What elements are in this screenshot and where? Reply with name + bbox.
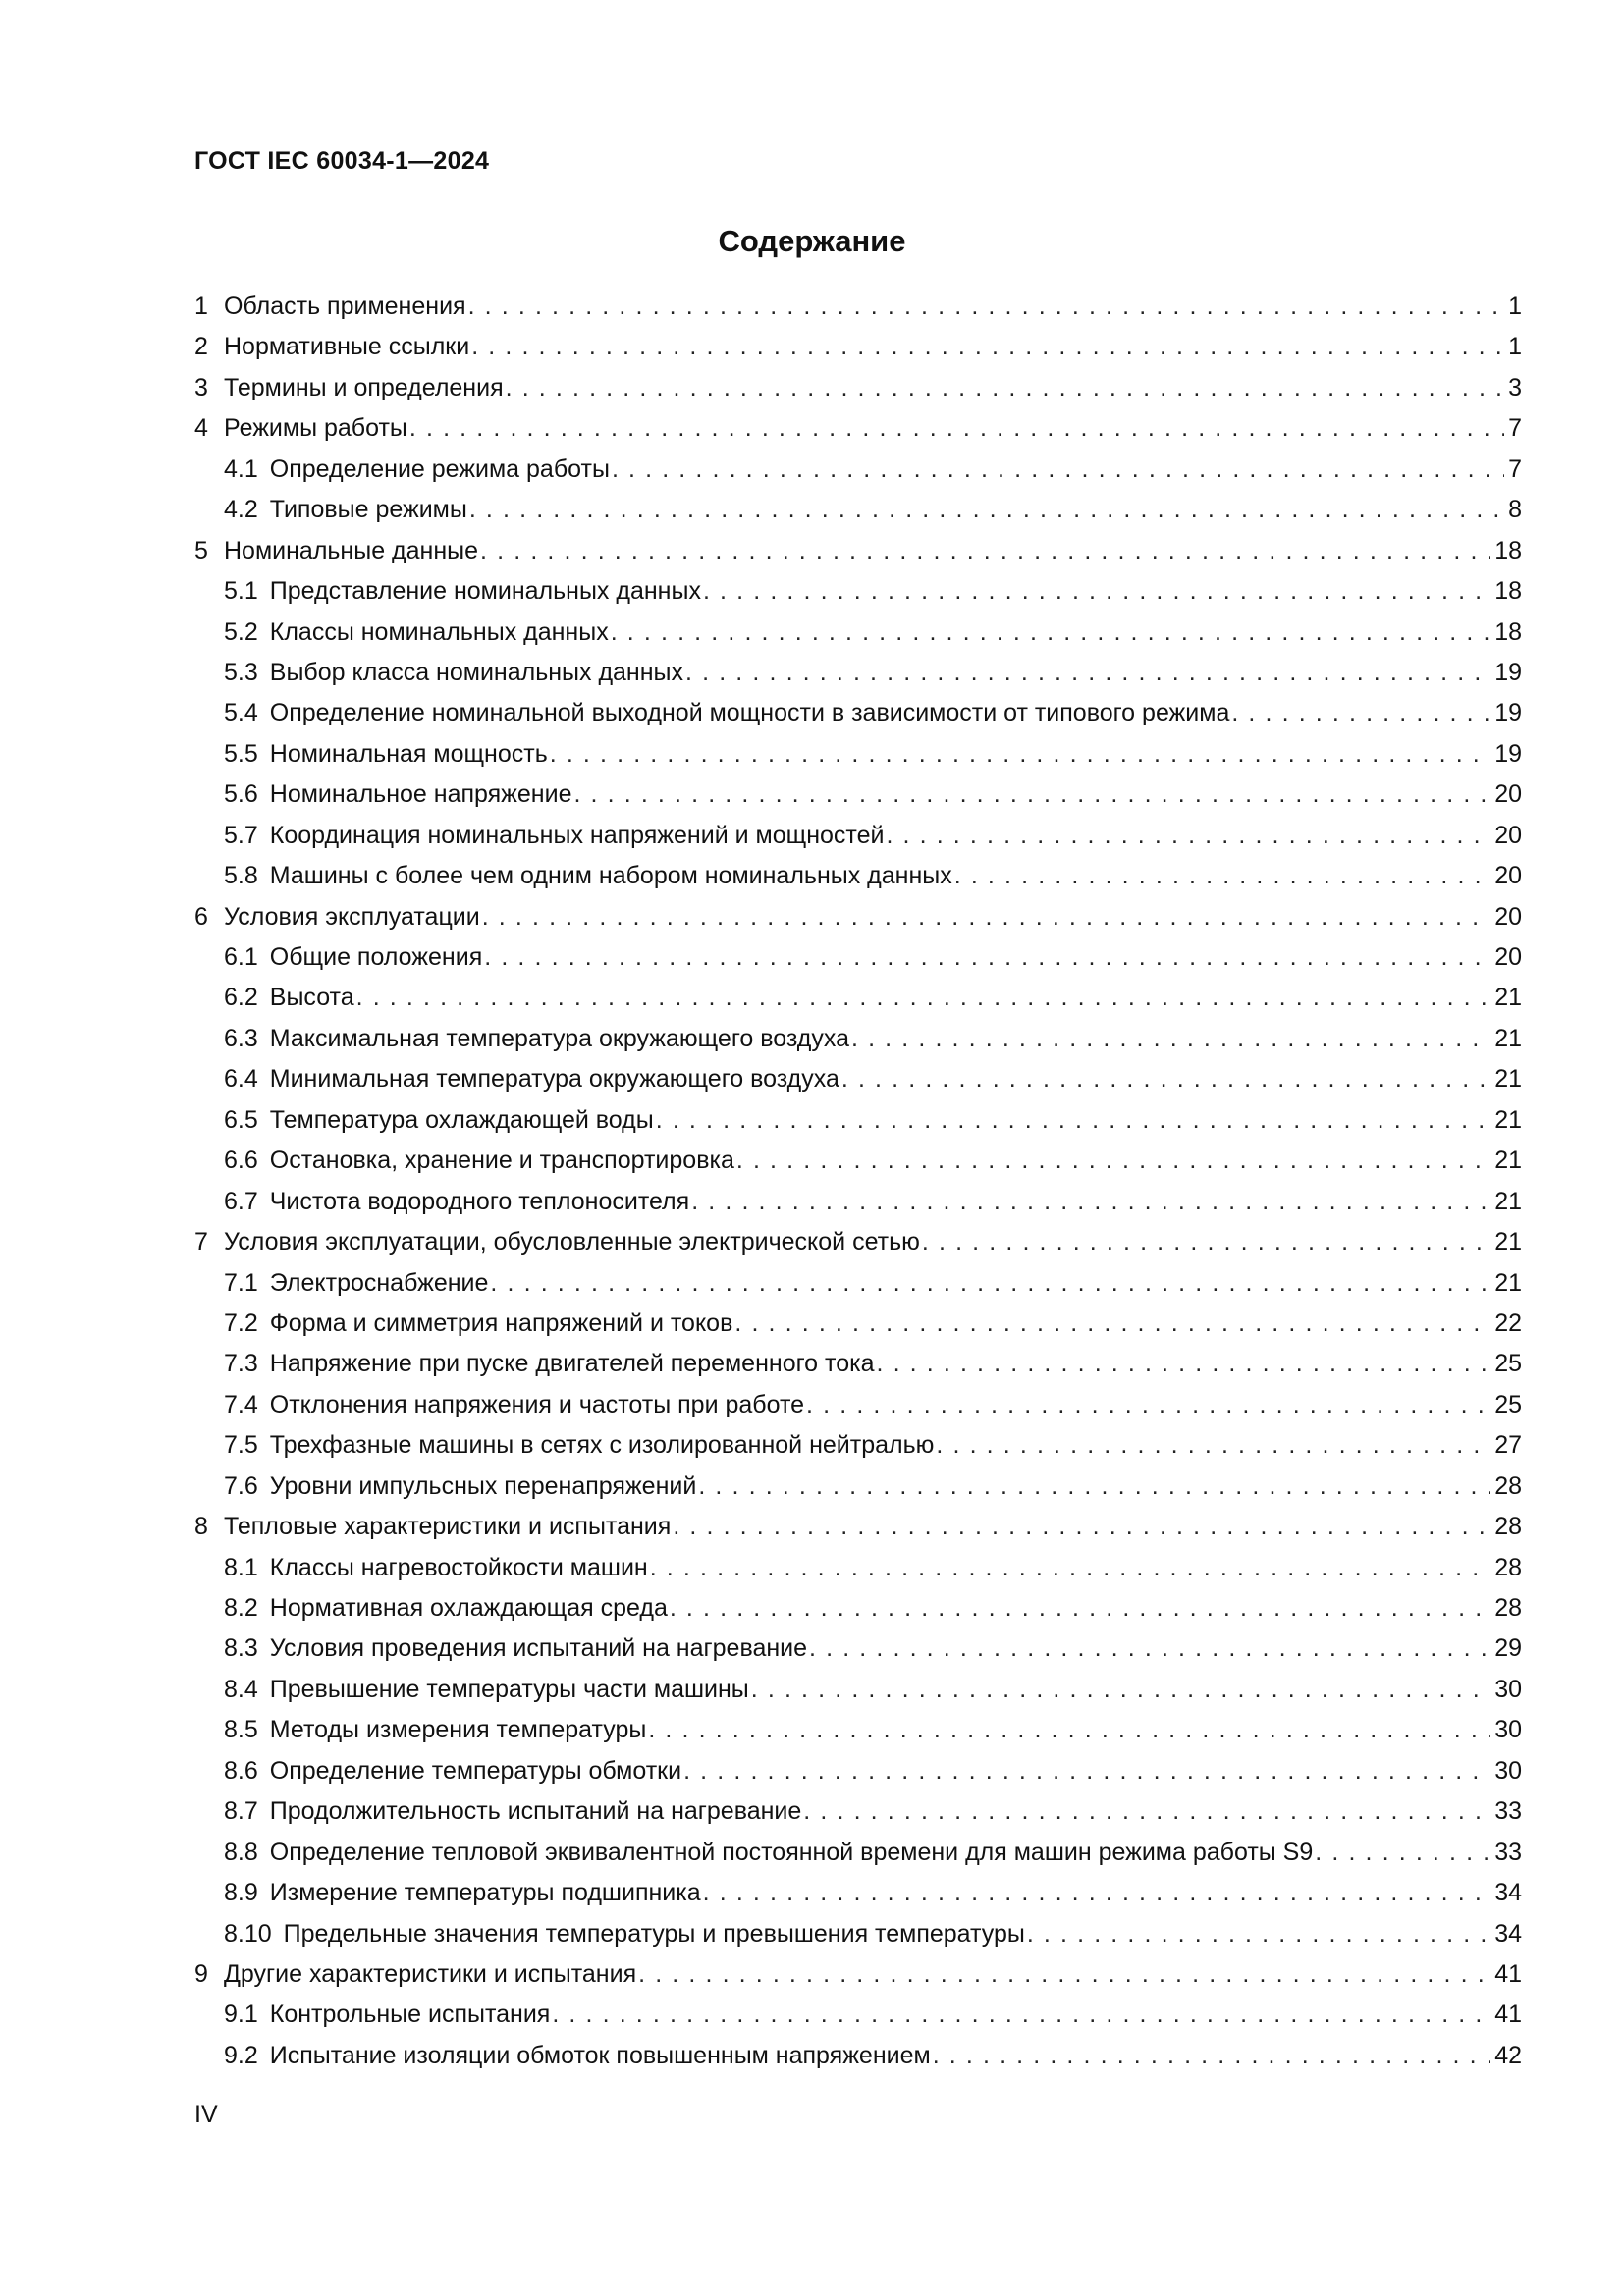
toc-entry bbox=[194, 937, 1522, 978]
toc-entry-title: Форма и симметрия напряжений и токов bbox=[269, 1308, 733, 1337]
toc-dot-leader bbox=[751, 1670, 1490, 1710]
toc-entry-title: Определение тепловой эквивалентной постоянной времени для машин режима работы S9 bbox=[269, 1838, 1314, 1866]
toc-entry-title: Уровни импульсных перенапряжений bbox=[269, 1471, 697, 1500]
toc-entry bbox=[194, 897, 1522, 937]
toc-entry-title: Минимальная температура окружающего воздуха bbox=[269, 1065, 839, 1094]
toc-entry-title: Другие характеристики и испытания bbox=[224, 1959, 637, 1988]
toc-entry-number: 8.1 bbox=[224, 1553, 258, 1581]
toc-entry bbox=[194, 1304, 1522, 1344]
toc-entry-number: 8.6 bbox=[224, 1756, 258, 1785]
toc-entry-title: Превышение температуры части машины bbox=[269, 1675, 749, 1703]
toc-entry bbox=[194, 450, 1522, 490]
toc-entry-page: 18 bbox=[1494, 577, 1522, 606]
toc-entry-title: Электроснабжение bbox=[269, 1268, 489, 1297]
toc-dot-leader bbox=[648, 1710, 1490, 1750]
toc-entry bbox=[194, 1222, 1522, 1262]
toc-entry-page: 3 bbox=[1508, 373, 1522, 401]
toc-entry-number: 8.9 bbox=[224, 1879, 258, 1907]
toc-entry-title: Условия эксплуатации, обусловленные электрической сетью bbox=[224, 1228, 920, 1256]
toc-entry-page: 19 bbox=[1494, 699, 1522, 727]
toc-entry bbox=[194, 1344, 1522, 1384]
toc-entry bbox=[194, 1914, 1522, 1954]
toc-dot-leader bbox=[933, 2036, 1490, 2076]
toc-entry-page: 21 bbox=[1494, 984, 1522, 1012]
toc-entry-page: 20 bbox=[1494, 943, 1522, 971]
toc-entry-number: 5.8 bbox=[224, 862, 258, 890]
toc-entry-page: 21 bbox=[1494, 1268, 1522, 1297]
toc-entry bbox=[194, 1141, 1522, 1181]
toc-entry-number: 5.3 bbox=[224, 658, 258, 686]
toc-entry bbox=[194, 734, 1522, 774]
toc-entry-number: 7 bbox=[194, 1228, 208, 1256]
toc-entry-title: Продолжительность испытаний на нагревание bbox=[269, 1797, 802, 1826]
toc-dot-leader bbox=[683, 1751, 1490, 1791]
toc-dot-leader bbox=[550, 734, 1490, 774]
toc-entry-page: 21 bbox=[1494, 1024, 1522, 1052]
toc-dot-leader bbox=[1315, 1833, 1490, 1873]
toc-entry bbox=[194, 1182, 1522, 1222]
toc-entry bbox=[194, 856, 1522, 896]
toc-dot-leader bbox=[611, 613, 1490, 653]
toc-title: Содержание bbox=[718, 224, 906, 258]
toc-list bbox=[194, 287, 1522, 2076]
toc-entry bbox=[194, 1873, 1522, 1913]
toc-entry-number: 9 bbox=[194, 1959, 208, 1988]
toc-entry bbox=[194, 978, 1522, 1018]
toc-dot-leader bbox=[482, 897, 1490, 937]
toc-dot-leader bbox=[356, 978, 1491, 1018]
toc-entry-title: Общие положения bbox=[269, 943, 483, 971]
toc-entry-number: 5.6 bbox=[224, 780, 258, 809]
toc-entry bbox=[194, 1263, 1522, 1304]
toc-entry-title: Определение номинальной выходной мощности в зависимости от типового режима bbox=[269, 699, 1230, 727]
toc-entry bbox=[194, 490, 1522, 530]
toc-entry-number: 8.5 bbox=[224, 1716, 258, 1744]
toc-entry bbox=[194, 693, 1522, 733]
toc-dot-leader bbox=[1231, 693, 1490, 733]
toc-entry-title: Область применения bbox=[224, 293, 466, 320]
toc-entry-page: 22 bbox=[1494, 1308, 1522, 1337]
toc-dot-leader bbox=[656, 1100, 1490, 1141]
toc-dot-leader bbox=[809, 1629, 1490, 1669]
toc-dot-leader bbox=[936, 1425, 1490, 1466]
toc-entry-number: 8.2 bbox=[224, 1594, 258, 1622]
toc-entry-page: 29 bbox=[1494, 1634, 1522, 1663]
toc-entry-title: Условия проведения испытаний на нагревание bbox=[269, 1634, 808, 1663]
toc-entry-title: Испытание изоляции обмоток повышенным напряжением bbox=[269, 2041, 931, 2069]
toc-entry-number: 8.3 bbox=[224, 1634, 258, 1663]
toc-dot-leader bbox=[673, 1507, 1490, 1547]
toc-entry-title: Остановка, хранение и транспортировка bbox=[269, 1147, 734, 1175]
toc-entry-page: 1 bbox=[1508, 293, 1522, 320]
toc-entry-title: Максимальная температура окружающего воздуха bbox=[269, 1024, 849, 1052]
toc-dot-leader bbox=[954, 856, 1490, 896]
toc-entry bbox=[194, 774, 1522, 815]
toc-entry-number: 1 bbox=[194, 293, 208, 320]
toc-entry bbox=[194, 1385, 1522, 1425]
toc-entry bbox=[194, 1954, 1522, 1995]
toc-entry-number: 3 bbox=[194, 373, 208, 401]
toc-entry-number: 4.2 bbox=[224, 496, 258, 524]
toc-entry bbox=[194, 1629, 1522, 1669]
toc-entry-title: Контрольные испытания bbox=[269, 2001, 551, 2029]
toc-entry-title: Предельные значения температуры и превышения температуры bbox=[283, 1919, 1025, 1948]
toc-entry-page: 21 bbox=[1494, 1065, 1522, 1094]
toc-entry-page: 18 bbox=[1494, 536, 1522, 564]
toc-entry-page: 19 bbox=[1494, 739, 1522, 768]
toc-entry-page: 34 bbox=[1494, 1919, 1522, 1948]
toc-dot-leader bbox=[484, 937, 1490, 978]
toc-dot-leader bbox=[480, 531, 1490, 571]
toc-entry-number: 6.3 bbox=[224, 1024, 258, 1052]
toc-dot-leader bbox=[691, 1182, 1490, 1222]
toc-dot-leader bbox=[409, 408, 1504, 449]
toc-entry-number: 8.7 bbox=[224, 1797, 258, 1826]
toc-entry-number: 8.8 bbox=[224, 1838, 258, 1866]
toc-entry-number: 5.5 bbox=[224, 739, 258, 768]
toc-entry-page: 21 bbox=[1494, 1105, 1522, 1134]
toc-entry-page: 21 bbox=[1494, 1228, 1522, 1256]
toc-entry-number: 8.10 bbox=[224, 1919, 272, 1948]
toc-entry-title: Измерение температуры подшипника bbox=[269, 1879, 701, 1907]
toc-entry-title: Трехфазные машины в сетях с изолированной нейтралью bbox=[269, 1431, 935, 1460]
toc-entry-page: 27 bbox=[1494, 1431, 1522, 1460]
toc-entry bbox=[194, 368, 1522, 408]
toc-dot-leader bbox=[685, 653, 1490, 693]
toc-dot-leader bbox=[468, 287, 1505, 327]
toc-entry-title: Определение режима работы bbox=[269, 454, 610, 483]
toc-entry-page: 28 bbox=[1494, 1553, 1522, 1581]
toc-entry bbox=[194, 1995, 1522, 2035]
toc-entry bbox=[194, 287, 1522, 327]
toc-entry-title: Типовые режимы bbox=[269, 496, 467, 524]
toc-entry-number: 8 bbox=[194, 1513, 208, 1541]
toc-dot-leader bbox=[698, 1467, 1490, 1507]
toc-entry-page: 20 bbox=[1494, 821, 1522, 849]
toc-dot-leader bbox=[922, 1222, 1490, 1262]
toc-entry bbox=[194, 571, 1522, 612]
toc-dot-leader bbox=[469, 490, 1504, 530]
toc-entry-page: 25 bbox=[1494, 1350, 1522, 1378]
toc-entry-page: 30 bbox=[1494, 1756, 1522, 1785]
toc-dot-leader bbox=[803, 1791, 1490, 1832]
toc-entry-page: 20 bbox=[1494, 902, 1522, 931]
toc-entry-page: 19 bbox=[1494, 658, 1522, 686]
toc-entry-title: Методы измерения температуры bbox=[269, 1716, 647, 1744]
toc-entry-title: Классы нагревостойкости машин bbox=[269, 1553, 648, 1581]
toc-entry bbox=[194, 1710, 1522, 1750]
toc-entry-number: 5.4 bbox=[224, 699, 258, 727]
toc-entry-page: 1 bbox=[1508, 333, 1522, 361]
toc-entry-title: Машины с более чем одним набором номинальных данных bbox=[269, 862, 952, 890]
toc-entry-number: 7.6 bbox=[224, 1471, 258, 1500]
toc-entry bbox=[194, 1791, 1522, 1832]
toc-entry-title: Нормативные ссылки bbox=[224, 333, 470, 361]
toc-dot-leader bbox=[841, 1059, 1490, 1099]
toc-dot-leader bbox=[734, 1304, 1490, 1344]
toc-entry bbox=[194, 2036, 1522, 2076]
toc-entry bbox=[194, 1507, 1522, 1547]
toc-entry-number: 2 bbox=[194, 333, 208, 361]
toc-dot-leader bbox=[703, 571, 1490, 612]
toc-entry bbox=[194, 1548, 1522, 1588]
toc-entry bbox=[194, 1467, 1522, 1507]
toc-entry bbox=[194, 1751, 1522, 1791]
toc-entry-number: 6.6 bbox=[224, 1147, 258, 1175]
toc-entry-title: Напряжение при пуске двигателей переменного тока bbox=[269, 1350, 875, 1378]
toc-entry bbox=[194, 1019, 1522, 1059]
toc-entry-page: 33 bbox=[1494, 1838, 1522, 1866]
toc-dot-leader bbox=[573, 774, 1490, 815]
toc-entry bbox=[194, 408, 1522, 449]
toc-entry-title: Классы номинальных данных bbox=[269, 617, 609, 646]
toc-entry-page: 7 bbox=[1508, 454, 1522, 483]
toc-entry-number: 6 bbox=[194, 902, 208, 931]
toc-entry-title: Определение температуры обмотки bbox=[269, 1756, 682, 1785]
toc-entry-number: 9.1 bbox=[224, 2001, 258, 2029]
toc-entry-title: Координация номинальных напряжений и мощностей bbox=[269, 821, 885, 849]
toc-entry-number: 8.4 bbox=[224, 1675, 258, 1703]
toc-entry-page: 8 bbox=[1508, 496, 1522, 524]
toc-entry-title: Выбор класса номинальных данных bbox=[269, 658, 684, 686]
toc-entry-page: 20 bbox=[1494, 780, 1522, 809]
toc-entry-number: 6.2 bbox=[224, 984, 258, 1012]
toc-dot-leader bbox=[877, 1344, 1491, 1384]
document-header: ГОСТ IEC 60034-1—2024 bbox=[194, 147, 490, 175]
toc-entry-page: 30 bbox=[1494, 1716, 1522, 1744]
toc-entry-title: Номинальные данные bbox=[224, 536, 479, 564]
toc-entry-title: Условия эксплуатации bbox=[224, 902, 480, 931]
toc-entry-title: Тепловые характеристики и испытания bbox=[224, 1513, 672, 1541]
toc-dot-leader bbox=[886, 816, 1490, 856]
toc-entry-number: 9.2 bbox=[224, 2041, 258, 2069]
toc-entry-number: 7.2 bbox=[224, 1308, 258, 1337]
toc-dot-leader bbox=[806, 1385, 1490, 1425]
toc-dot-leader bbox=[612, 450, 1504, 490]
toc-entry bbox=[194, 1670, 1522, 1710]
toc-entry bbox=[194, 1833, 1522, 1873]
page-number: IV bbox=[194, 2101, 218, 2128]
toc-dot-leader bbox=[638, 1954, 1490, 1995]
toc-dot-leader bbox=[670, 1588, 1490, 1629]
toc-entry-title: Номинальная мощность bbox=[269, 739, 548, 768]
toc-entry bbox=[194, 816, 1522, 856]
toc-entry-title: Высота bbox=[269, 984, 354, 1012]
toc-dot-leader bbox=[703, 1873, 1491, 1913]
toc-entry-title: Режимы работы bbox=[224, 414, 407, 443]
toc-entry bbox=[194, 531, 1522, 571]
toc-entry-title: Температура охлаждающей воды bbox=[269, 1105, 654, 1134]
toc-entry-title: Отклонения напряжения и частоты при работе bbox=[269, 1390, 805, 1418]
toc-entry-number: 5.1 bbox=[224, 577, 258, 606]
toc-entry-page: 33 bbox=[1494, 1797, 1522, 1826]
toc-dot-leader bbox=[650, 1548, 1490, 1588]
toc-entry-number: 7.1 bbox=[224, 1268, 258, 1297]
toc-entry-number: 5.7 bbox=[224, 821, 258, 849]
toc-entry-number: 7.4 bbox=[224, 1390, 258, 1418]
toc-entry-page: 42 bbox=[1494, 2041, 1522, 2069]
toc-dot-leader bbox=[736, 1141, 1490, 1181]
toc-entry-page: 7 bbox=[1508, 414, 1522, 443]
toc-entry-number: 6.5 bbox=[224, 1105, 258, 1134]
toc-entry bbox=[194, 613, 1522, 653]
toc-entry-number: 7.3 bbox=[224, 1350, 258, 1378]
toc-entry-number: 5 bbox=[194, 536, 208, 564]
toc-entry-page: 18 bbox=[1494, 617, 1522, 646]
toc-dot-leader bbox=[506, 368, 1504, 408]
toc-entry-number: 6.7 bbox=[224, 1187, 258, 1215]
toc-dot-leader bbox=[1027, 1914, 1490, 1954]
toc-entry-number: 4.1 bbox=[224, 454, 258, 483]
toc-entry bbox=[194, 1100, 1522, 1141]
toc-entry bbox=[194, 1425, 1522, 1466]
toc-entry-number: 6.4 bbox=[224, 1065, 258, 1094]
toc-entry bbox=[194, 327, 1522, 367]
toc-entry-number: 4 bbox=[194, 414, 208, 443]
toc-entry-page: 21 bbox=[1494, 1147, 1522, 1175]
toc-entry-number: 7.5 bbox=[224, 1431, 258, 1460]
toc-dot-leader bbox=[552, 1995, 1490, 2035]
toc-entry-title: Нормативная охлаждающая среда bbox=[269, 1594, 668, 1622]
toc-entry-page: 28 bbox=[1494, 1471, 1522, 1500]
toc-entry-number: 5.2 bbox=[224, 617, 258, 646]
toc-entry-page: 25 bbox=[1494, 1390, 1522, 1418]
toc-entry bbox=[194, 653, 1522, 693]
toc-entry-page: 28 bbox=[1494, 1594, 1522, 1622]
toc-entry-number: 6.1 bbox=[224, 943, 258, 971]
toc-entry-page: 30 bbox=[1494, 1675, 1522, 1703]
toc-entry bbox=[194, 1588, 1522, 1629]
toc-entry-page: 41 bbox=[1494, 1959, 1522, 1988]
toc-entry-title: Представление номинальных данных bbox=[269, 577, 701, 606]
toc-entry-title: Чистота водородного теплоносителя bbox=[269, 1187, 690, 1215]
toc-entry-page: 20 bbox=[1494, 862, 1522, 890]
toc-entry-title: Номинальное напряжение bbox=[269, 780, 572, 809]
toc-dot-leader bbox=[490, 1263, 1490, 1304]
toc-entry bbox=[194, 1059, 1522, 1099]
toc-dot-leader bbox=[471, 327, 1504, 367]
toc-dot-leader bbox=[851, 1019, 1490, 1059]
toc-entry-page: 28 bbox=[1494, 1513, 1522, 1541]
toc-entry-page: 41 bbox=[1494, 2001, 1522, 2029]
toc-entry-page: 34 bbox=[1494, 1879, 1522, 1907]
toc-entry-page: 21 bbox=[1494, 1187, 1522, 1215]
toc-entry-title: Термины и определения bbox=[224, 373, 504, 401]
